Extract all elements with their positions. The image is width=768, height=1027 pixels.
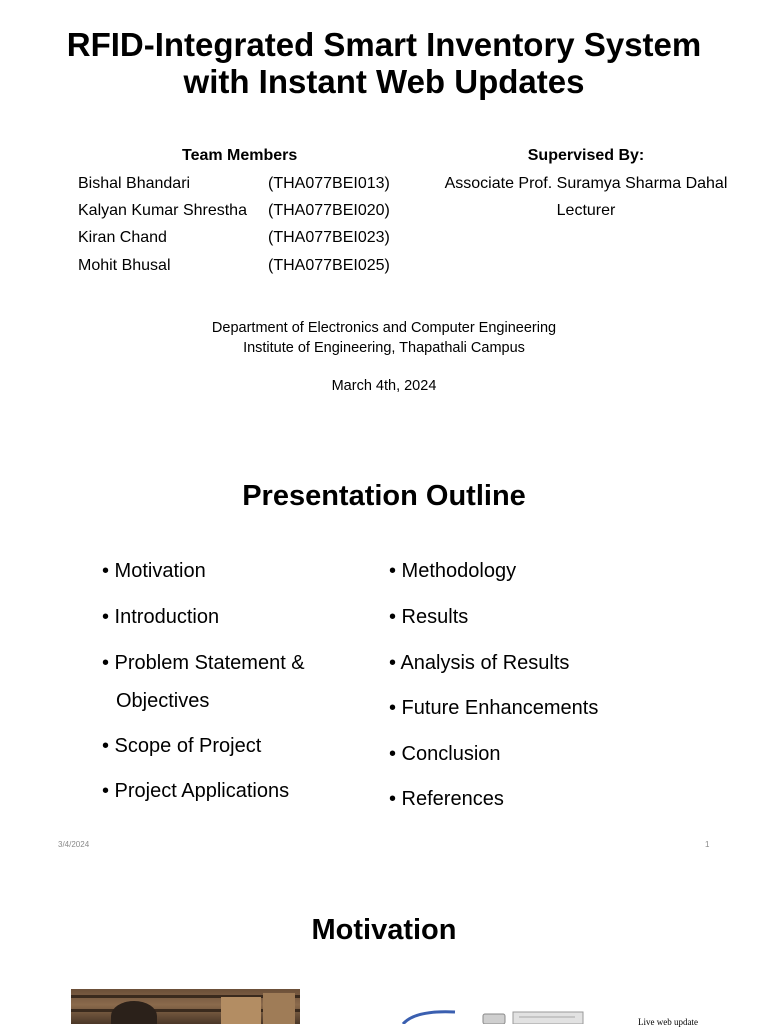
outline-item: • Methodology	[389, 560, 517, 582]
team-members-heading: Team Members	[182, 147, 298, 164]
outline-item-continuation: Objectives	[116, 690, 210, 712]
member-name: Mohit Bhusal	[78, 257, 171, 274]
outline-item: • Analysis of Results	[389, 652, 570, 674]
worker-figure	[111, 1001, 157, 1024]
department-text: Department of Electronics and Computer Engineering	[211, 320, 557, 336]
supervisor-name: Associate Prof. Suramya Sharma Dahal	[444, 175, 728, 192]
outline-title: Presentation Outline	[242, 480, 526, 512]
supervisor-title: Lecturer	[556, 202, 616, 219]
outline-item: • Introduction	[102, 606, 220, 628]
server-device-icon	[513, 1012, 583, 1024]
cardboard-box	[263, 993, 295, 1024]
warehouse-photo	[71, 989, 300, 1024]
presentation-title	[0, 26, 768, 100]
institute-text: Institute of Engineering, Thapathali Campus	[243, 340, 525, 356]
member-id: (THA077BEI025)	[268, 257, 390, 274]
outline-item: • Scope of Project	[102, 735, 262, 757]
outline-item: • Conclusion	[389, 743, 501, 765]
live-web-update-label: Live web update	[638, 1017, 698, 1027]
supervisor-heading: Supervised By:	[527, 147, 645, 164]
title-line-1: RFID-Integrated Smart Inventory System	[66, 26, 702, 63]
presentation-date: March 4th, 2024	[331, 378, 437, 394]
page-number: 1	[705, 840, 710, 849]
member-name: Kalyan Kumar Shrestha	[78, 202, 247, 219]
member-name: Kiran Chand	[78, 229, 167, 246]
member-name: Bishal Bhandari	[78, 175, 191, 192]
member-id: (THA077BEI013)	[268, 175, 390, 192]
outline-item: • References	[389, 788, 504, 810]
outline-item: • Results	[389, 606, 469, 628]
member-id: (THA077BEI023)	[268, 229, 390, 246]
outline-item: • Future Enhancements	[389, 697, 599, 719]
outline-item: • Problem Statement &	[102, 652, 305, 674]
title-line-2: with Instant Web Updates	[183, 63, 585, 100]
outline-item: • Project Applications	[102, 780, 290, 802]
cardboard-box	[221, 997, 261, 1024]
connection-arc	[403, 1012, 455, 1024]
motivation-title: Motivation	[311, 914, 457, 946]
reader-device-icon	[483, 1014, 505, 1024]
member-id: (THA077BEI020)	[268, 202, 390, 219]
outline-item: • Motivation	[102, 560, 206, 582]
footer-date: 3/4/2024	[58, 840, 90, 849]
rfid-system-diagram	[395, 1006, 585, 1024]
